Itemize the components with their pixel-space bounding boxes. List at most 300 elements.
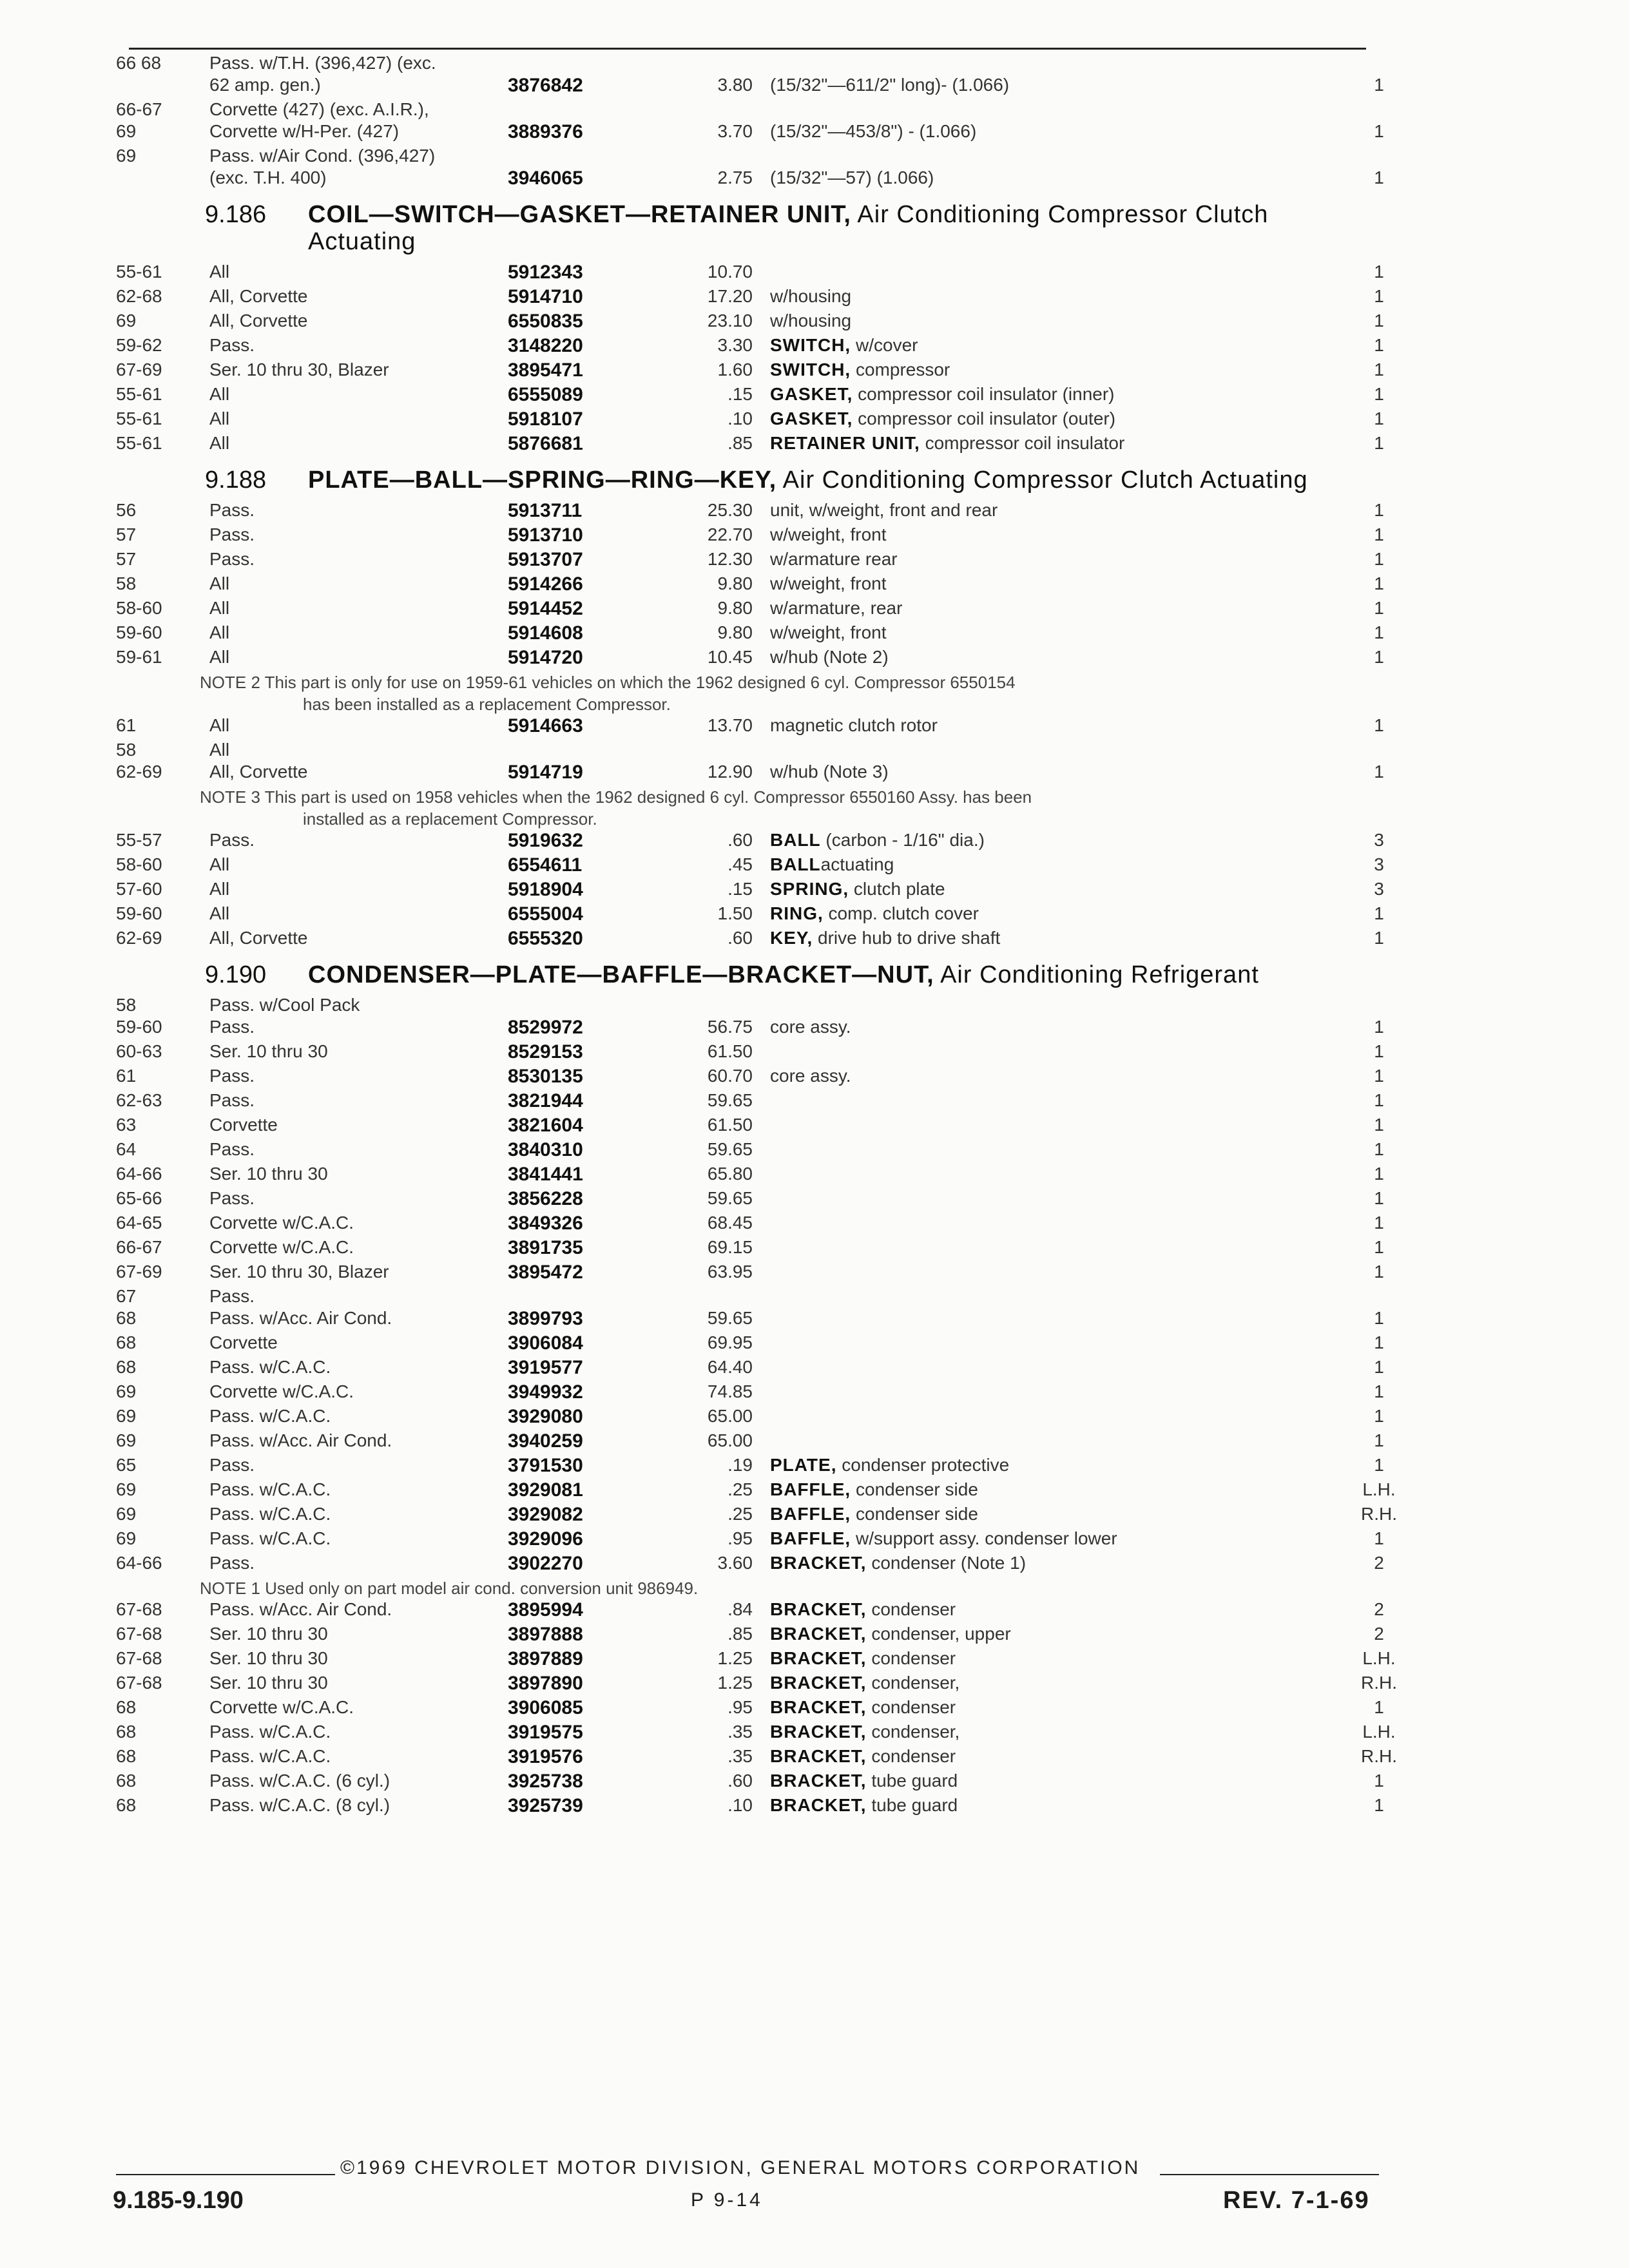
part-name: BRACKET,: [770, 1553, 867, 1573]
part-number: 3925739: [508, 1795, 583, 1816]
parts-row: [116, 1673, 1398, 1697]
description: [770, 1479, 1350, 1500]
description: [770, 1504, 1350, 1524]
section-number: 9.186: [205, 201, 267, 228]
application: Pass.: [209, 1553, 255, 1573]
description-text: magnetic clutch rotor: [770, 715, 938, 735]
list-price: 1.60: [717, 360, 753, 380]
model-years: 69: [116, 1381, 137, 1401]
quantity: 1: [1374, 1455, 1384, 1475]
section-title: [308, 466, 1352, 494]
section-note: [200, 671, 1360, 715]
section-heading: [205, 201, 1352, 255]
parts-row: [116, 1771, 1398, 1795]
part-number: 5919632: [508, 830, 583, 851]
application: Pass.: [209, 1139, 255, 1159]
top-rule: [129, 48, 1366, 50]
description-text: core assy.: [770, 1066, 851, 1086]
description: [770, 1455, 1350, 1475]
part-name: BAFFLE,: [770, 1528, 851, 1548]
part-name: BALL: [770, 854, 821, 874]
application: All: [209, 408, 230, 428]
page-number: P 9-14: [691, 2189, 763, 2211]
part-number: 8529153: [508, 1041, 583, 1062]
model-years: 67-69: [116, 1262, 162, 1282]
parts-row: [116, 1406, 1398, 1430]
application: Pass.: [209, 500, 255, 520]
model-years: 64-65: [116, 1213, 162, 1233]
catalog-section: [116, 961, 1398, 1820]
copyright-rule-left: [116, 2174, 335, 2175]
quantity: 1: [1374, 1332, 1384, 1352]
list-price: 59.65: [707, 1139, 753, 1159]
catalog-section: [116, 466, 1398, 952]
description-text: w/housing: [770, 286, 852, 306]
part-number: 5876681: [508, 433, 583, 454]
description: [770, 1599, 1350, 1620]
application: Corvette w/C.A.C.: [209, 1237, 354, 1257]
part-number: 3906084: [508, 1332, 583, 1354]
application: Pass. w/T.H. (396,427) (exc.: [209, 53, 436, 73]
part-name: BRACKET,: [770, 1599, 867, 1619]
description-text: (15/32"—611/2" long)- (1.066): [770, 75, 1010, 95]
description-text: w/hub (Note 2): [770, 647, 889, 667]
parts-row: [116, 500, 1398, 524]
description-text: drive hub to drive shaft: [813, 928, 1001, 948]
part-name: BAFFLE,: [770, 1504, 851, 1524]
quantity: 1: [1374, 311, 1384, 331]
list-price: 13.70: [707, 715, 753, 735]
part-number: 5914608: [508, 622, 583, 644]
description-text: condenser side: [851, 1504, 978, 1524]
list-price: .45: [728, 854, 753, 874]
description: [770, 879, 1350, 899]
part-number: 3876842: [508, 75, 583, 96]
description-text: w/support assy. condenser lower: [851, 1528, 1117, 1548]
quantity: 1: [1374, 1090, 1384, 1110]
model-years: 69: [116, 311, 137, 331]
part-number: 3821604: [508, 1115, 583, 1136]
list-price: 3.60: [717, 1553, 753, 1573]
parts-row: [116, 286, 1398, 311]
parts-row: [116, 903, 1398, 928]
list-price: 25.30: [707, 500, 753, 520]
model-years: 68: [116, 1771, 137, 1791]
model-years: 58: [116, 995, 137, 1015]
list-price: 10.70: [707, 262, 753, 282]
list-price: 3.70: [717, 121, 753, 141]
description-text: compressor coil insulator: [920, 433, 1125, 453]
part-number: 5914720: [508, 647, 583, 668]
parts-row: [116, 1479, 1398, 1504]
part-number: 5913707: [508, 549, 583, 570]
model-years: 68: [116, 1697, 137, 1717]
list-price: .60: [728, 830, 753, 850]
application: Pass.: [209, 1066, 255, 1086]
part-number: 5918107: [508, 408, 583, 430]
list-price: 10.45: [707, 647, 753, 667]
section-title-rest: Air Conditioning Compressor Clutch Actuating: [776, 466, 1308, 494]
section-title-rest: Air Conditioning Compressor Clutch Actuating: [308, 201, 1269, 255]
application: Pass.: [209, 1455, 255, 1475]
application: Ser. 10 thru 30: [209, 1648, 328, 1668]
part-name: GASKET,: [770, 384, 853, 404]
parts-row: [116, 854, 1398, 879]
part-number: 3946065: [508, 168, 583, 189]
application: All: [209, 903, 230, 923]
part-name: BRACKET,: [770, 1697, 867, 1717]
part-name: BRACKET,: [770, 1624, 867, 1644]
part-number: 3902270: [508, 1553, 583, 1574]
parts-row: [116, 647, 1398, 671]
model-years: 66 68: [116, 53, 162, 73]
quantity: 1: [1374, 1771, 1384, 1791]
part-name: BRACKET,: [770, 1673, 867, 1693]
list-price: .60: [728, 1771, 753, 1791]
section-title: [308, 201, 1352, 255]
list-price: .84: [728, 1599, 753, 1619]
application: Corvette w/H-Per. (427): [209, 121, 400, 141]
list-price: 12.90: [707, 762, 753, 782]
quantity: R.H.: [1361, 1673, 1397, 1693]
description-text: condenser,: [866, 1722, 960, 1742]
quantity: 1: [1374, 168, 1384, 187]
description: [770, 408, 1350, 429]
quantity: 1: [1374, 524, 1384, 544]
parts-row: [116, 311, 1398, 335]
description: [770, 433, 1350, 454]
parts-row: [116, 360, 1398, 384]
model-years: 56: [116, 500, 137, 520]
part-number: 3841441: [508, 1164, 583, 1185]
section-range: 9.185-9.190: [113, 2187, 244, 2214]
application: All: [209, 715, 230, 735]
model-years: 66-67: [116, 99, 162, 119]
list-price: 63.95: [707, 1262, 753, 1282]
application: Pass. w/Acc. Air Cond.: [209, 1430, 392, 1450]
description-text: w/weight, front: [770, 622, 887, 642]
description: [770, 1624, 1350, 1644]
section-number: 9.190: [205, 961, 267, 988]
part-number: 5913711: [508, 500, 583, 521]
description-text: w/weight, front: [770, 573, 887, 593]
parts-row: [116, 384, 1398, 408]
quantity: 1: [1374, 573, 1384, 593]
part-number: 3919577: [508, 1357, 583, 1378]
quantity: 3: [1374, 854, 1384, 874]
note-line: NOTE 2 This part is only for use on 1959-61 vehicles on which the 1962 designed 6 cyl. Compressor 6550154: [200, 673, 1016, 692]
model-years: 62-63: [116, 1090, 162, 1110]
list-price: .60: [728, 928, 753, 948]
part-number: 3929096: [508, 1528, 583, 1550]
parts-row: [116, 1722, 1398, 1746]
description-text: w/housing: [770, 311, 852, 331]
description: [770, 75, 1350, 95]
description: [770, 1017, 1350, 1037]
section-title-caps: PLATE—BALL—SPRING—RING—KEY,: [308, 466, 777, 494]
description-text: (carbon - 1/16" dia.): [820, 830, 985, 850]
section-note: [200, 786, 1360, 830]
part-number: 3906085: [508, 1697, 583, 1718]
application: All: [209, 433, 230, 453]
list-price: 56.75: [707, 1017, 753, 1037]
part-number: 8530135: [508, 1066, 583, 1087]
part-number: 5914452: [508, 598, 583, 619]
application: All: [209, 879, 230, 899]
part-number: 6550835: [508, 311, 583, 332]
copyright-rule-right: [1160, 2174, 1379, 2175]
model-years: 59-61: [116, 647, 162, 667]
quantity: 3: [1374, 879, 1384, 899]
list-price: 1.50: [717, 903, 753, 923]
description-text: compressor coil insulator (outer): [853, 408, 1116, 428]
part-number: 3897888: [508, 1624, 583, 1645]
part-number: 3919575: [508, 1722, 583, 1743]
application: Pass. w/C.A.C.: [209, 1479, 331, 1499]
quantity: 1: [1374, 121, 1384, 141]
description: [770, 1795, 1350, 1816]
parts-row: [116, 1599, 1398, 1624]
parts-row: [116, 1308, 1398, 1332]
application: Pass.: [209, 1188, 255, 1208]
application: Pass. w/Cool Pack: [209, 995, 360, 1015]
model-years: 62-69: [116, 762, 162, 782]
application: All, Corvette: [209, 762, 308, 782]
parts-row: [116, 715, 1398, 740]
revision-date: REV. 7-1-69: [1223, 2187, 1370, 2214]
section-heading: [205, 466, 1352, 494]
model-years: 63: [116, 1115, 137, 1135]
part-name: BALL: [770, 830, 821, 850]
parts-row: [116, 1237, 1398, 1262]
quantity: 1: [1374, 622, 1384, 642]
parts-row: [116, 1430, 1398, 1455]
catalog-section: [116, 53, 1398, 192]
model-years: 58-60: [116, 598, 162, 618]
part-name: BRACKET,: [770, 1746, 867, 1766]
list-price: .35: [728, 1722, 753, 1742]
part-name: PLATE,: [770, 1455, 837, 1475]
part-number: 8529972: [508, 1017, 583, 1038]
quantity: 1: [1374, 1017, 1384, 1037]
description-text: condenser: [866, 1599, 956, 1619]
description: [770, 1746, 1350, 1767]
part-number: 6555004: [508, 903, 583, 925]
description: [770, 854, 1350, 875]
parts-row: [116, 1090, 1398, 1115]
quantity: 1: [1374, 262, 1384, 282]
description-text: compressor: [851, 360, 950, 380]
description-text: condenser protective: [836, 1455, 1010, 1475]
list-price: 17.20: [707, 286, 753, 306]
model-years: 67: [116, 1286, 137, 1306]
list-price: 9.80: [717, 622, 753, 642]
note-line: NOTE 1 Used only on part model air cond. conversion unit 986949.: [200, 1579, 699, 1598]
application: Pass. w/Air Cond. (396,427): [209, 146, 436, 166]
description: [770, 903, 1350, 924]
description: [770, 573, 1350, 594]
application: Pass. w/C.A.C.: [209, 1746, 331, 1766]
list-price: 59.65: [707, 1308, 753, 1328]
description-text: condenser side: [851, 1479, 978, 1499]
model-years: 55-61: [116, 433, 162, 453]
model-years: 66-67: [116, 1237, 162, 1257]
model-years: 61: [116, 1066, 137, 1086]
description-text: w/hub (Note 3): [770, 762, 889, 782]
application: Ser. 10 thru 30: [209, 1041, 328, 1061]
application: All: [209, 647, 230, 667]
parts-row: [116, 762, 1398, 786]
part-number: 5918904: [508, 879, 583, 900]
list-price: .95: [728, 1528, 753, 1548]
description-text: comp. clutch cover: [823, 903, 979, 923]
model-years: 64-66: [116, 1164, 162, 1184]
part-number: 3929082: [508, 1504, 583, 1525]
list-price: .15: [728, 384, 753, 404]
part-name: SWITCH,: [770, 335, 851, 355]
part-number: 3840310: [508, 1139, 583, 1160]
description-text: compressor coil insulator (inner): [853, 384, 1115, 404]
part-number: 3849326: [508, 1213, 583, 1234]
application: All: [209, 573, 230, 593]
description-text: actuating: [820, 854, 894, 874]
list-price: 74.85: [707, 1381, 753, 1401]
model-years: 59-60: [116, 1017, 162, 1037]
application: Pass.: [209, 549, 255, 569]
description-text: condenser,: [866, 1673, 960, 1693]
description: [770, 762, 1350, 782]
catalog-section: [116, 201, 1398, 457]
description: [770, 598, 1350, 619]
model-years: 58-60: [116, 854, 162, 874]
model-years: 55-61: [116, 408, 162, 428]
parts-row: [116, 1286, 1398, 1308]
part-name: BRACKET,: [770, 1648, 867, 1668]
part-number: 3940259: [508, 1430, 583, 1452]
quantity: 3: [1374, 830, 1384, 850]
application: (exc. T.H. 400): [209, 168, 327, 187]
parts-row: [116, 433, 1398, 457]
quantity: 1: [1374, 1262, 1384, 1282]
parts-row: [116, 1262, 1398, 1286]
list-price: 9.80: [717, 598, 753, 618]
part-number: 3148220: [508, 335, 583, 356]
quantity: 2: [1374, 1624, 1384, 1644]
description: [770, 1553, 1350, 1573]
model-years: 62-68: [116, 286, 162, 306]
quantity: 1: [1374, 1406, 1384, 1426]
part-number: 3889376: [508, 121, 583, 142]
part-number: 3897889: [508, 1648, 583, 1669]
part-name: BRACKET,: [770, 1795, 867, 1815]
application: Pass. w/C.A.C.: [209, 1528, 331, 1548]
description-text: clutch plate: [849, 879, 945, 899]
parts-row: [116, 262, 1398, 286]
list-price: .10: [728, 408, 753, 428]
part-number: 3899793: [508, 1308, 583, 1329]
list-price: 68.45: [707, 1213, 753, 1233]
list-price: 65.00: [707, 1430, 753, 1450]
quantity: 1: [1374, 549, 1384, 569]
description-text: core assy.: [770, 1017, 851, 1037]
description: [770, 1528, 1350, 1549]
application: Pass.: [209, 1090, 255, 1110]
section-title-rest: Air Conditioning Refrigerant: [934, 961, 1259, 988]
description: [770, 1771, 1350, 1791]
part-name: SWITCH,: [770, 360, 851, 380]
quantity: 1: [1374, 1213, 1384, 1233]
parts-row: [116, 121, 1398, 146]
parts-row: [116, 1188, 1398, 1213]
parts-row: [116, 879, 1398, 903]
parts-row: [116, 53, 1398, 75]
part-number: 3895994: [508, 1599, 583, 1620]
description-text: w/armature, rear: [770, 598, 903, 618]
parts-row: [116, 1795, 1398, 1820]
description-text: tube guard: [866, 1771, 958, 1791]
parts-row: [116, 168, 1398, 192]
application: All: [209, 740, 230, 760]
section-note: [200, 1577, 1360, 1599]
model-years: 67-68: [116, 1673, 162, 1693]
description: [770, 335, 1350, 356]
description: [770, 549, 1350, 570]
quantity: 1: [1374, 1430, 1384, 1450]
application: Pass.: [209, 1286, 255, 1306]
model-years: 67-69: [116, 360, 162, 380]
description: [770, 360, 1350, 380]
parts-row: [116, 1381, 1398, 1406]
model-years: 57: [116, 549, 137, 569]
list-price: 64.40: [707, 1357, 753, 1377]
list-price: 2.75: [717, 168, 753, 187]
list-price: .15: [728, 879, 753, 899]
part-number: 3791530: [508, 1455, 583, 1476]
model-years: 59-60: [116, 903, 162, 923]
parts-row: [116, 524, 1398, 549]
parts-row: [116, 1504, 1398, 1528]
model-years: 64: [116, 1139, 137, 1159]
part-number: 3919576: [508, 1746, 583, 1767]
quantity: 1: [1374, 384, 1384, 404]
model-years: 67-68: [116, 1624, 162, 1644]
description-text: w/weight, front: [770, 524, 887, 544]
parts-row: [116, 598, 1398, 622]
description: [770, 311, 1350, 331]
part-number: 3949932: [508, 1381, 583, 1403]
note-line: installed as a replacement Compressor.: [303, 809, 597, 829]
model-years: 69: [116, 121, 137, 141]
application: Pass. w/C.A.C. (6 cyl.): [209, 1771, 390, 1791]
quantity: L.H.: [1362, 1648, 1396, 1668]
list-price: 61.50: [707, 1041, 753, 1061]
section-number: 9.188: [205, 466, 267, 494]
application: Pass. w/C.A.C. (8 cyl.): [209, 1795, 390, 1815]
application: Ser. 10 thru 30: [209, 1673, 328, 1693]
application: All: [209, 598, 230, 618]
quantity: 1: [1374, 903, 1384, 923]
quantity: 1: [1374, 1041, 1384, 1061]
description: [770, 1697, 1350, 1718]
model-years: 69: [116, 1479, 137, 1499]
description: [770, 647, 1350, 668]
copyright-line: [116, 2157, 1379, 2183]
parts-row: [116, 75, 1398, 99]
quantity: 1: [1374, 1066, 1384, 1086]
quantity: 1: [1374, 500, 1384, 520]
list-price: 69.95: [707, 1332, 753, 1352]
description: [770, 286, 1350, 307]
